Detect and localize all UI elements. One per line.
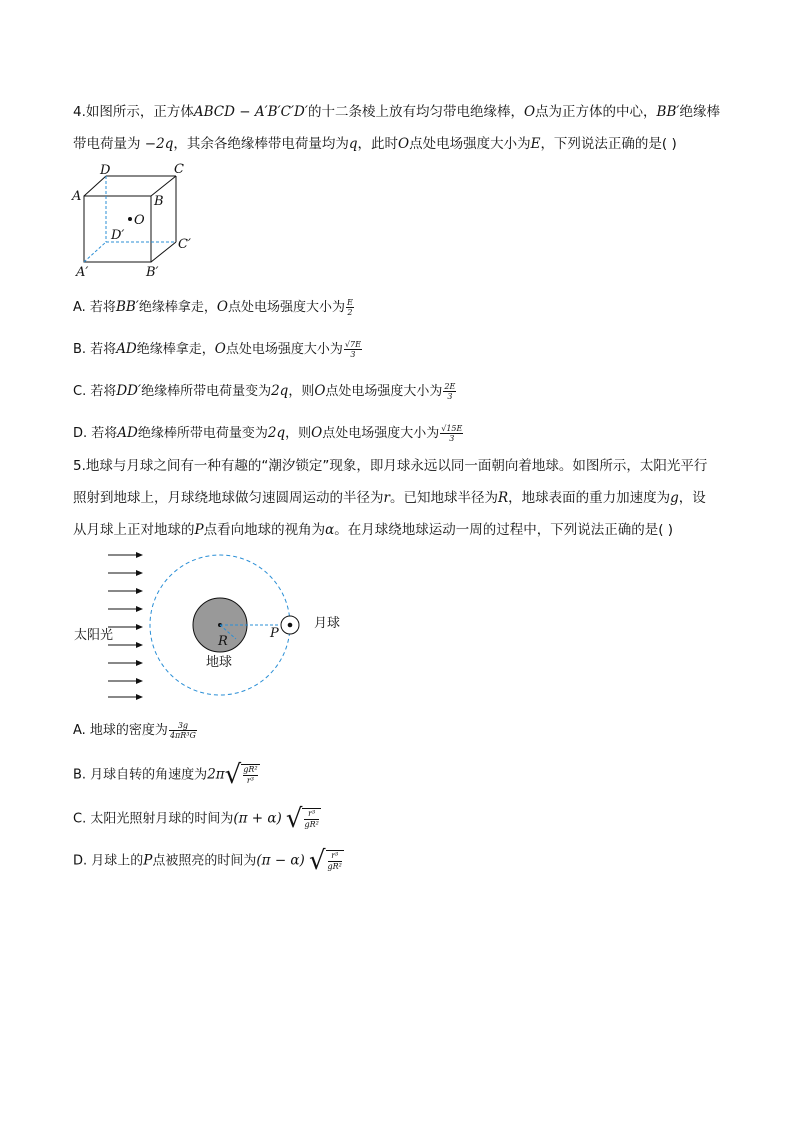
cube-figure <box>70 160 210 285</box>
label-moon: 月球 <box>314 616 341 631</box>
label-Ap: A′ <box>76 265 89 280</box>
label-A: A <box>72 189 82 204</box>
q5-stem-line2: 照射到地球上，月球绕地球做匀速圆周运动的半径为r。已知地球半径为R，地球表面的重力加速度为g，设 <box>73 490 706 506</box>
q4-option-c[interactable]: C. 若将DD′绝缘棒所带电荷量变为2q，则O点处电场强度大小为 $\frac{2E}{3}$ <box>73 382 456 401</box>
q5-stem-line1: 5.地球与月球之间有一种有趣的“潮汐锁定”现象，即月球永远以同一面朝向着地球。如图所示，太阳光平行 <box>73 458 708 474</box>
q5-option-a[interactable]: A. 地球的密度为 $\frac{3g}{\text{4πR³G}}$ <box>73 721 196 740</box>
q4-option-a[interactable]: A. 若将BB′绝缘棒拿走，O点处电场强度大小为 $\frac{E}{2}$ <box>73 298 353 317</box>
q5-option-b[interactable]: B. 月球自转的角速度为2π√ $\frac{\text{gR²}}{\text{r³}}$ <box>73 760 258 790</box>
cube-edge-BC <box>151 176 176 196</box>
sqrt-fraction: √ $\frac{\text{r³}}{\text{gR²}}$ <box>308 846 342 876</box>
fraction: $\frac{√7E}{3}$ <box>344 340 361 359</box>
label-Cp: C′ <box>178 237 191 252</box>
label-C: C <box>174 162 184 177</box>
q4-stem-line2: 带电荷量为 −2q，其余各绝缘棒带电荷量均为q，此时O点处电场强度大小为E，下列说法正确的是( ) <box>73 136 677 152</box>
fraction: $\frac{2E}{3}$ <box>444 382 456 401</box>
label-B: B <box>154 194 164 209</box>
q5-option-d[interactable]: D. 月球上的P点被照亮的时间为(π − α) √ $\frac{\text{r³}}{\text{gR²}}$ <box>73 846 342 876</box>
moon-center <box>288 623 293 628</box>
fraction: $\frac{E}{2}$ <box>346 298 353 317</box>
cube-edge-AD <box>84 176 106 196</box>
sqrt-fraction: √ $\frac{\text{r³}}{\text{gR²}}$ <box>285 804 319 834</box>
label-Dp: D′ <box>111 228 125 243</box>
cube-hidden-ApDp <box>84 242 106 262</box>
earth-moon-figure <box>70 545 360 705</box>
label-D: D <box>100 163 111 178</box>
sqrt-fraction: √ $\frac{\text{gR²}}{\text{r³}}$ <box>224 760 258 790</box>
fraction: $\frac{3g}{\text{4πR³G}}$ <box>169 721 196 740</box>
q5-stem-line3: 从月球上正对地球的P点看向地球的视角为α。在月球绕地球运动一周的过程中，下列说法正确的是( ) <box>73 522 674 538</box>
label-R: R <box>218 634 228 649</box>
label-O: O <box>134 213 145 228</box>
q4-option-d[interactable]: D. 若将AD绝缘棒所带电荷量变为2q，则O点处电场强度大小为 $\frac{√15E}{3}$ <box>73 424 463 443</box>
q4-stem-line1: 4.如图所示，正方体ABCD − A′B′C′D′的十二条棱上放有均匀带电绝缘棒，O点为正方体的中心，BB′绝缘棒 <box>73 104 720 120</box>
label-P: P <box>270 626 279 641</box>
q4-option-b[interactable]: B. 若将AD绝缘棒拿走，O点处电场强度大小为 $\frac{√7E}{3}$ <box>73 340 361 359</box>
fraction: $\frac{√15E}{3}$ <box>441 424 463 443</box>
label-earth: 地球 <box>206 655 233 670</box>
q5-option-c[interactable]: C. 太阳光照射月球的时间为(π + α) √ $\frac{\text{r³}}{\text{gR²}}$ <box>73 804 319 834</box>
label-sunlight: 太阳光 <box>74 628 114 643</box>
sunlight-arrows <box>108 555 142 697</box>
center-point-O <box>128 217 132 221</box>
label-Bp: B′ <box>146 265 159 280</box>
cube-edge-BpCp <box>151 242 176 262</box>
